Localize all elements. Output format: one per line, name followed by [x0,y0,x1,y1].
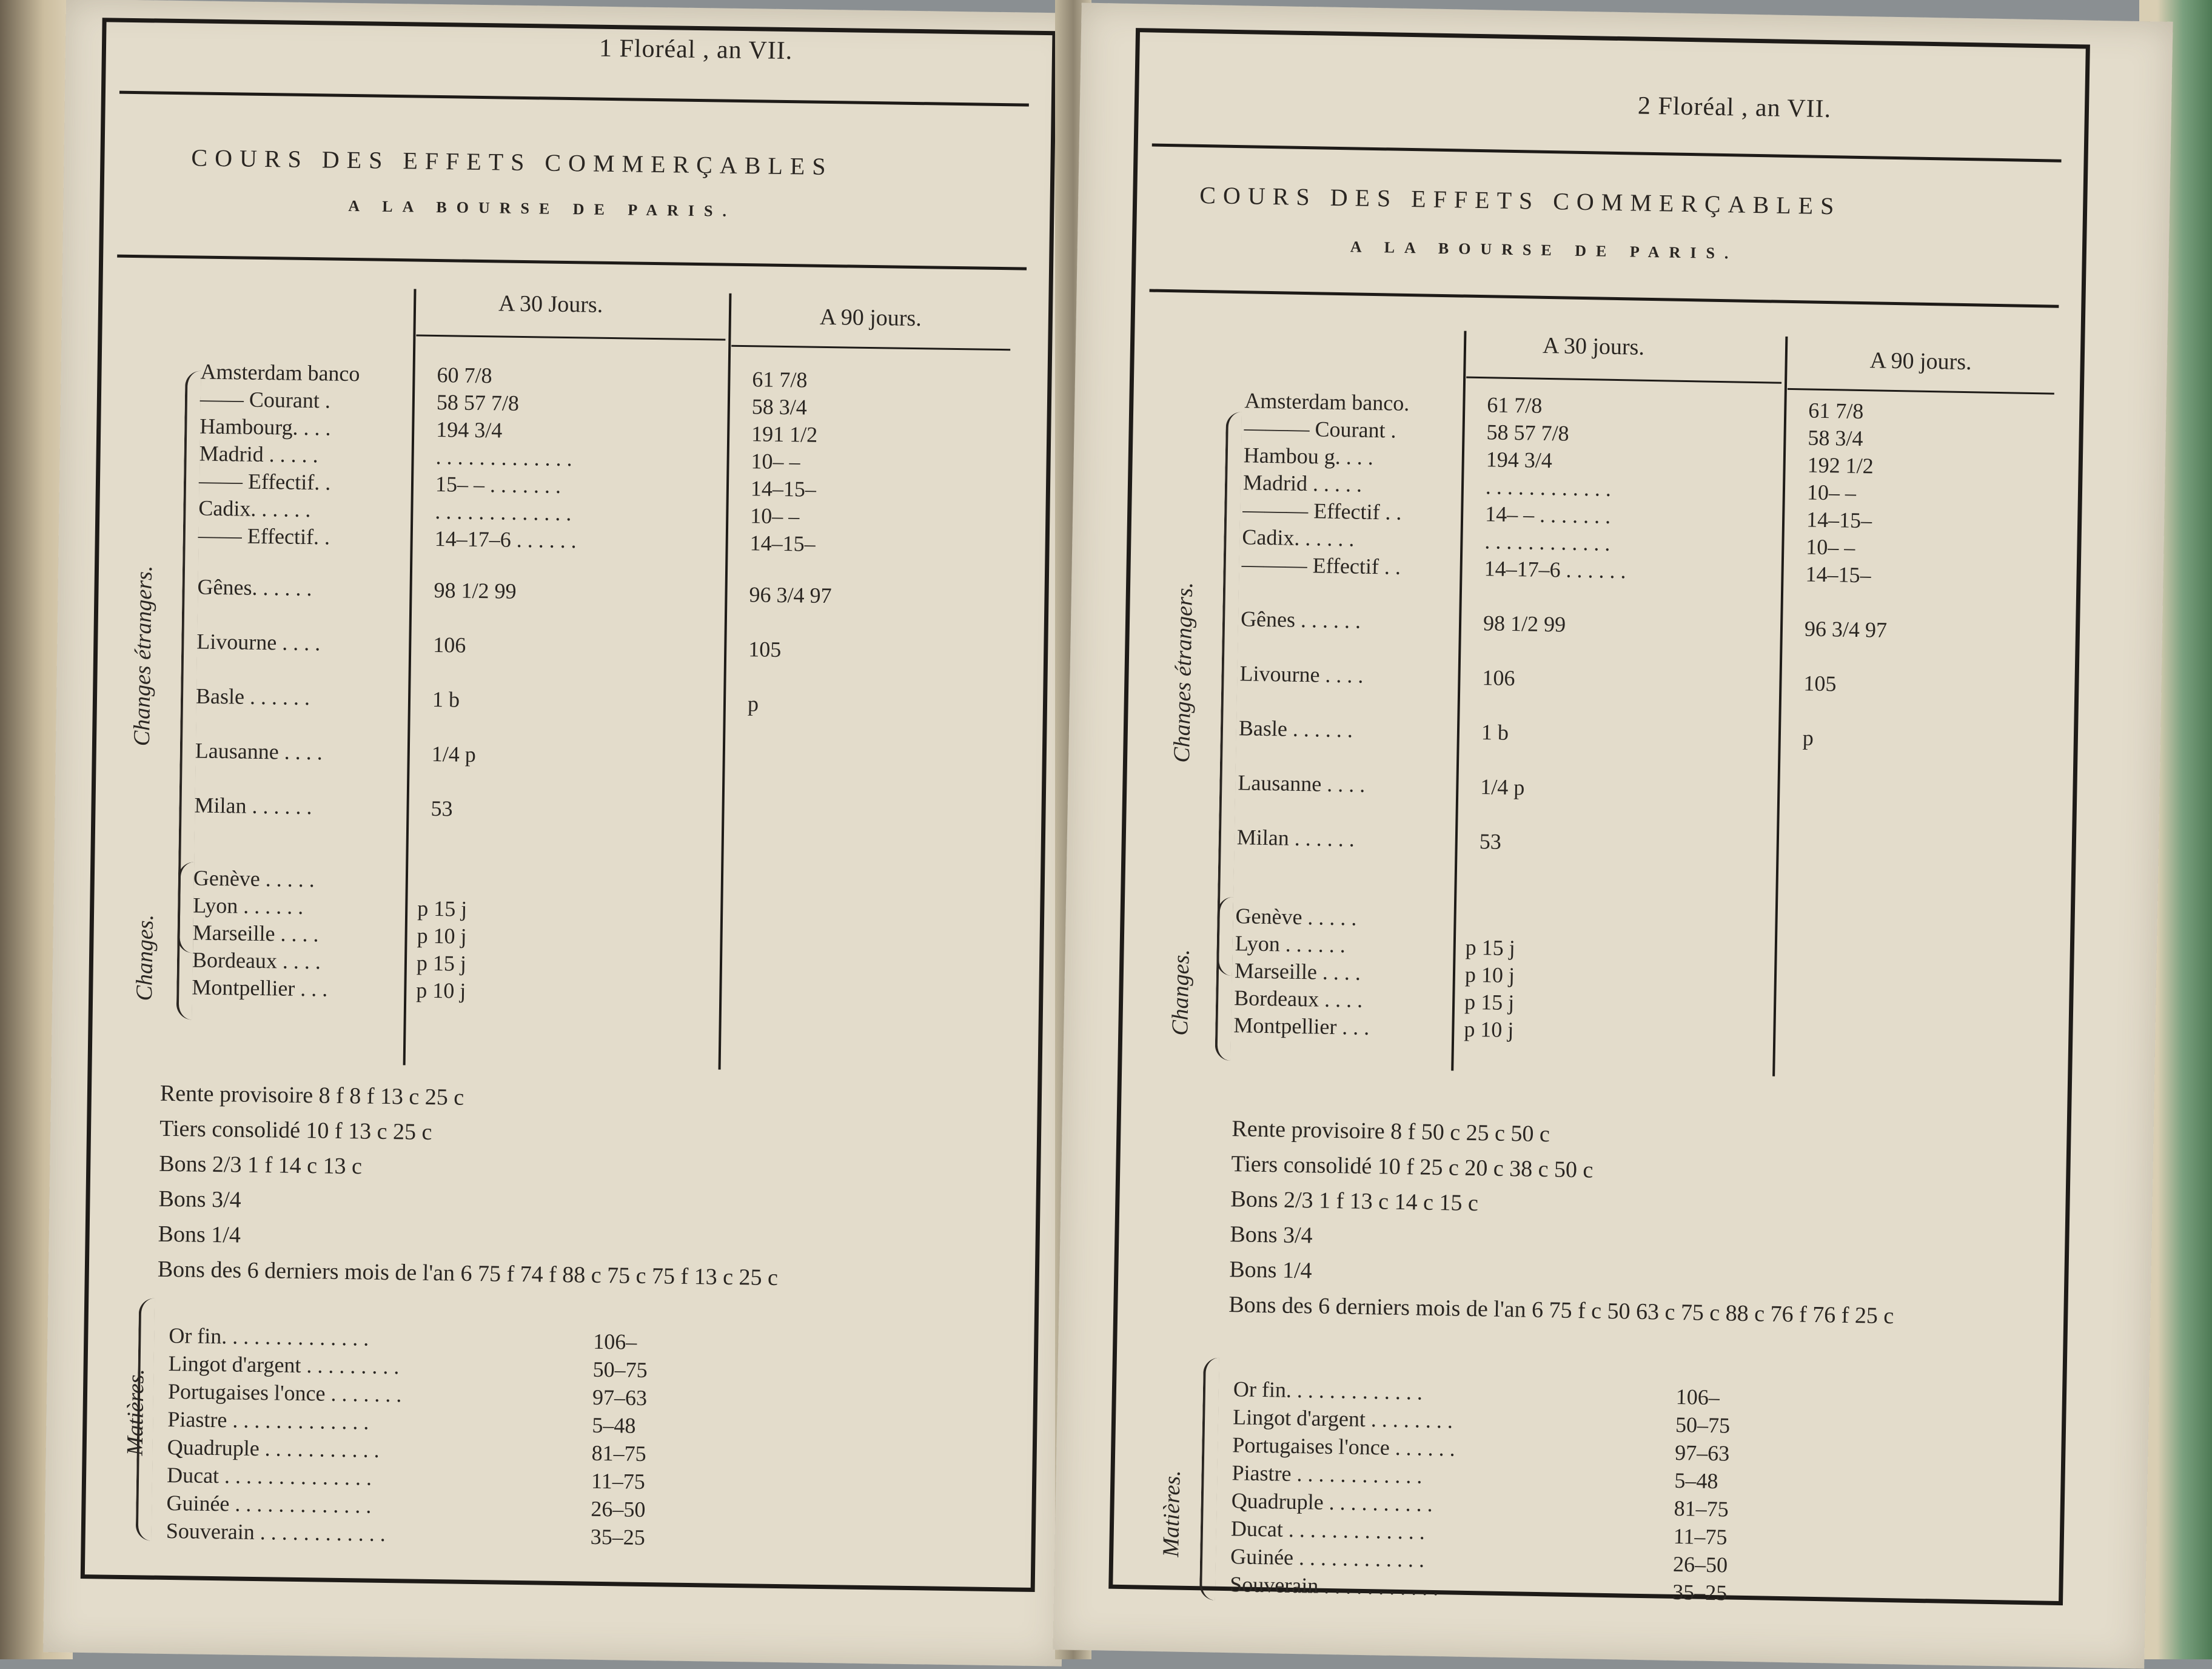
rate-90-days: 61 7/8 [752,367,808,392]
group-label-materials: Matières. [1158,1469,1185,1557]
rate-30-days: 1 b [432,687,460,712]
exchange-place-label: Hambou g. . . . [1243,443,1374,470]
material-label: Souverain . . . . . . . . . . . . [166,1518,386,1546]
exchange-place-label: Gênes . . . . . . [1240,606,1361,633]
rate-30-days: 58 57 7/8 [436,389,520,415]
exchange-place-label: ——— Effectif . . [1241,552,1401,579]
rate-30-days: p 10 j [1464,962,1515,988]
rate-30-days: p 10 j [416,978,466,1003]
rate-30-days: p 10 j [1464,1016,1514,1043]
rate-30-days: 53 [1479,829,1502,854]
page-subtitle: A LA BOURSE DE PARIS. [348,196,737,220]
material-label: Portugaises l'once . . . . . . . [167,1379,402,1407]
public-fund-line: Bons 1/4 [158,1221,241,1248]
rate-90-days: 58 3/4 [1808,425,1863,451]
rate-30-days: 53 [431,796,453,821]
material-price: 11–75 [1673,1523,1728,1550]
material-label: Lingot d'argent . . . . . . . . [1232,1405,1453,1433]
rate-90-days: 14–15– [750,476,817,502]
rate-30-days: 1/4 p [1480,774,1525,800]
public-fund-line: Bons des 6 derniers mois de l'an 6 75 f 74 f 88 c 75 c 75 f 13 c 25 c [157,1256,779,1291]
rate-30-days: 1 b [1481,720,1509,745]
material-label: Ducat . . . . . . . . . . . . . [1230,1516,1426,1544]
public-fund-line: Rente provisoire 8 f 8 f 13 c 25 c [159,1080,464,1110]
group-label-foreign-exchange: Changes étrangers. [129,565,158,747]
exchange-place-label: Montpellier . . . [1233,1013,1370,1040]
exchange-place-label: —— Courant . [199,386,331,413]
rate-30-days: 1/4 p [431,741,477,767]
rate-30-days: . . . . . . . . . . . . [1484,529,1610,556]
rate-90-days: p [1802,725,1814,750]
exchange-place-label: Milan . . . . . . [1236,825,1355,851]
exchange-place-label: —— Effectif. . [198,523,330,549]
rate-90-days: 14–15– [1806,507,1872,533]
exchange-place-label: Lyon . . . . . . [192,893,304,919]
exchange-place-label: Lyon . . . . . . [1235,931,1346,958]
rate-90-days: 191 1/2 [751,421,818,447]
public-fund-line: Rente provisoire 8 f 50 c 25 c 50 c [1232,1116,1550,1147]
material-price: 35–25 [590,1524,646,1550]
public-fund-line: Bons 3/4 [1230,1221,1313,1249]
exchange-place-label: Madrid . . . . . [199,441,318,468]
material-price: 97–63 [1674,1440,1730,1466]
material-label: Quadruple . . . . . . . . . . [1231,1488,1433,1516]
rate-30-days: p 15 j [416,950,467,976]
material-label: Ducat . . . . . . . . . . . . . . [166,1462,372,1490]
material-price: 106– [593,1329,637,1354]
material-price: 81–75 [1674,1496,1729,1522]
rate-30-days: p 15 j [1464,989,1515,1015]
page-date: 2 Floréal , an VII. [1637,92,1832,124]
material-label: Or fin. . . . . . . . . . . . . . [169,1323,369,1351]
material-price: 5–48 [592,1412,636,1438]
rate-90-days: 14–15– [1805,562,1871,588]
rate-90-days: 96 3/4 97 [1804,616,1888,642]
rate-90-days: 10– – [751,449,800,474]
rate-30-days: . . . . . . . . . . . . . [435,444,572,471]
material-price: 106– [1675,1384,1720,1410]
material-price: 81–75 [591,1440,646,1466]
rate-90-days: 10– – [1806,534,1855,560]
group-label-domestic-exchange: Changes. [1167,949,1195,1036]
public-fund-line: Tiers consolidé 10 f 13 c 25 c [159,1115,432,1146]
material-label: Lingot d'argent . . . . . . . . . [168,1351,400,1379]
rate-90-days: p [747,691,759,716]
exchange-place-label: Cadix. . . . . . [1242,525,1355,551]
material-price: 50–75 [1675,1412,1731,1438]
public-fund-line: Bons 2/3 1 f 13 c 14 c 15 c [1230,1186,1479,1217]
page-title: COURS DES EFFETS COMMERÇABLES [1199,181,1842,220]
material-label: Piastre . . . . . . . . . . . . [1232,1460,1423,1488]
rate-30-days: 194 3/4 [1486,447,1553,473]
exchange-place-label: Marseille . . . . [192,920,319,947]
rate-30-days: 106 [1482,665,1515,691]
material-label: Or fin. . . . . . . . . . . . . [1233,1377,1423,1405]
exchange-place-label: Montpellier . . . [192,975,328,1001]
material-price: 11–75 [591,1468,646,1494]
rate-30-days: 106 [433,632,466,657]
public-fund-line: Bons des 6 derniers mois de l'an 6 75 f c 50 63 c 75 c 88 c 76 f 76 f 25 c [1228,1292,1894,1329]
exchange-place-label: Lausanne . . . . [195,738,323,765]
rate-90-days: 14–15– [749,531,816,556]
rate-30-days: 58 57 7/8 [1486,420,1569,446]
page-subtitle: A LA BOURSE DE PARIS. [1350,238,1738,263]
material-label: Guinée . . . . . . . . . . . . . [166,1490,372,1518]
material-price: 50–75 [592,1357,648,1383]
exchange-place-label: Livourne . . . . [196,629,321,656]
exchange-place-label: Genève . . . . . [193,865,315,892]
column-header-90-days: A 90 jours. [819,304,922,332]
rate-90-days: 192 1/2 [1807,452,1874,479]
column-header-30-days: A 30 jours. [1542,332,1645,360]
rate-30-days: p 15 j [1465,935,1516,961]
rate-30-days: 61 7/8 [1487,392,1543,418]
rate-90-days: 58 3/4 [751,394,808,420]
public-fund-line: Bons 2/3 1 f 14 c 13 c [159,1150,363,1180]
exchange-place-label: Genève . . . . . [1235,904,1357,930]
exchange-place-label: ——— Courant . [1244,415,1396,443]
rate-30-days: 98 1/2 99 [1483,611,1566,637]
exchange-place-label: Bordeaux . . . . [192,947,321,974]
column-header-90-days: A 90 jours. [1869,348,1972,375]
page-title: COURS DES EFFETS COMMERÇABLES [191,144,833,181]
material-price: 26–50 [591,1496,646,1522]
material-label: Quadruple . . . . . . . . . . . [167,1434,380,1462]
exchange-place-label: Basle . . . . . . [195,683,310,710]
exchange-place-label: Amsterdam banco. [1244,388,1410,416]
rate-30-days: 60 7/8 [437,363,492,388]
public-fund-line: Bons 3/4 [158,1186,241,1213]
rate-90-days: 105 [748,637,782,662]
exchange-place-label: Livourne . . . . [1239,661,1364,688]
material-price: 35–25 [1672,1579,1728,1605]
exchange-place-label: Basle . . . . . . [1238,716,1353,742]
rate-90-days: 96 3/4 97 [749,582,832,608]
rate-30-days: 14– – . . . . . . . [1484,502,1611,528]
rate-30-days: 14–17–6 . . . . . . [434,526,577,553]
rate-30-days: 194 3/4 [435,417,503,443]
material-label: Souverain . . . . . . . . . . . [1230,1572,1439,1600]
rate-90-days: 61 7/8 [1808,398,1864,424]
exchange-place-label: Amsterdam banco [200,359,360,386]
material-price: 5–48 [1674,1468,1718,1494]
page-border [1108,28,2090,1605]
rate-30-days: p 10 j [417,923,467,949]
rate-90-days: 105 [1803,671,1837,696]
exchange-place-label: Milan . . . . . . [194,793,312,819]
group-label-foreign-exchange: Changes étrangers. [1168,582,1198,763]
rate-90-days: 10– – [1806,480,1857,505]
rate-30-days: p 15 j [417,896,468,921]
exchange-place-label: Madrid . . . . . [1242,470,1362,497]
rate-90-days: 10– – [750,503,800,529]
exchange-place-label: Cadix. . . . . . [198,495,311,522]
public-fund-line: Tiers consolidé 10 f 25 c 20 c 38 c 50 c [1231,1151,1594,1183]
rate-30-days: 15– – . . . . . . . [435,471,561,498]
right-page [1053,2,2173,1668]
rate-30-days: 14–17–6 . . . . . . [1484,556,1626,583]
exchange-place-label: —— Effectif. . [198,468,331,495]
exchange-place-label: Gênes. . . . . . [197,574,312,601]
exchange-place-label: ——— Effectif . . [1242,497,1402,525]
material-label: Portugaises l'once . . . . . . [1232,1432,1456,1461]
rate-30-days: 98 1/2 99 [434,577,517,603]
group-brace [1215,897,1233,1061]
rate-30-days: . . . . . . . . . . . . [1485,474,1612,501]
exchange-place-label: Hambourg. . . . [199,414,331,440]
exchange-place-label: Marseille . . . . [1234,958,1361,985]
page-date: 1 Floréal , an VII. [598,34,793,65]
material-price: 97–63 [592,1385,648,1411]
material-label: Piastre . . . . . . . . . . . . . [167,1406,369,1434]
group-label-domestic-exchange: Changes. [132,914,159,1001]
left-page [43,0,1085,1667]
exchange-place-label: Bordeaux . . . . [1233,986,1363,1012]
column-header-30-days: A 30 Jours. [498,290,603,318]
exchange-place-label: Lausanne . . . . [1238,770,1366,797]
material-label: Guinée . . . . . . . . . . . . [1230,1544,1425,1572]
rate-30-days: . . . . . . . . . . . . . [435,499,572,526]
group-label-materials: Matières. [122,1368,149,1456]
public-fund-line: Bons 1/4 [1229,1257,1312,1284]
material-price: 26–50 [1672,1551,1728,1577]
